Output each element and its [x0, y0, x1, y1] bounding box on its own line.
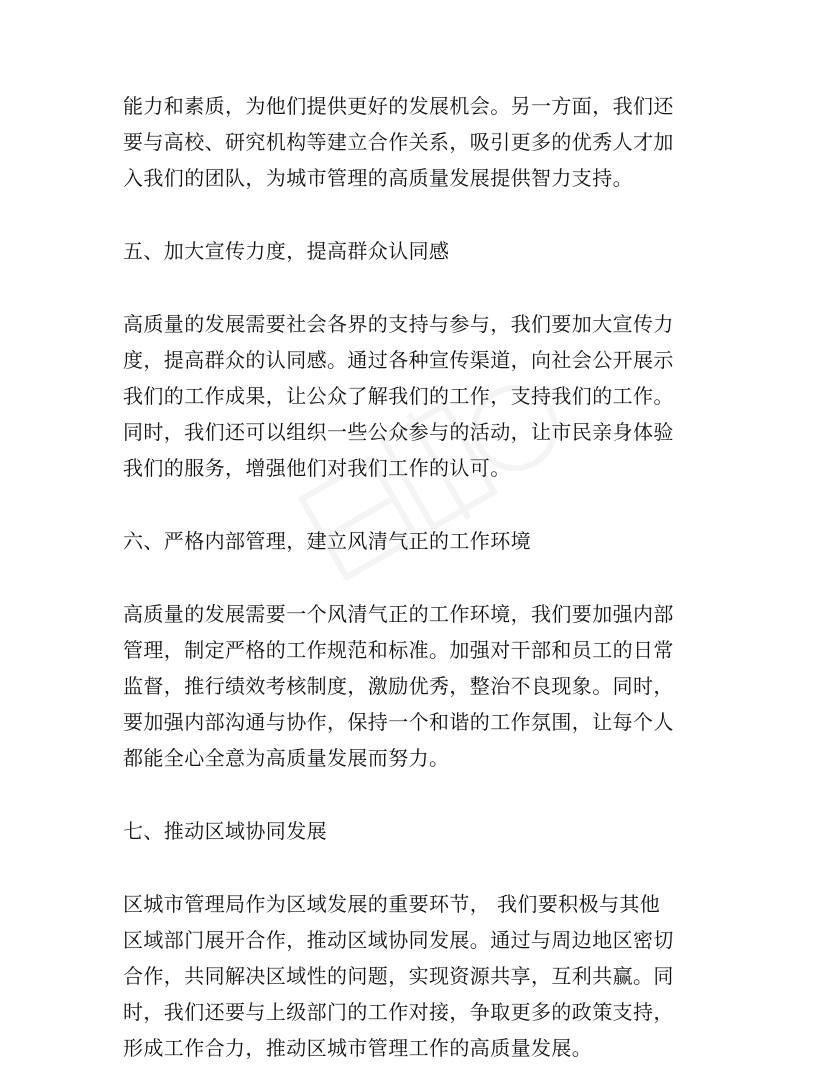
document-page [123, 88, 713, 1066]
text-line: 要加强内部沟通与协作，保持一个和谐的工作氛围，让每个人 [123, 710, 674, 734]
text-line: 监督，推行绩效考核制度，激励优秀，整治不良现象。同时， [123, 674, 674, 698]
section-heading-5: 五、加大宣传力度，提高群众认同感 [123, 239, 450, 263]
paragraph-publicity [123, 306, 713, 486]
text-line: 我们的工作成果，让公众了解我们的工作，支持我们的工作。 [123, 384, 674, 408]
text-line: 形成工作合力，推动区城市管理工作的高质量发展。 [123, 1036, 593, 1060]
text-line: 高质量的发展需要社会各界的支持与参与，我们要加大宣传力 [123, 312, 674, 336]
text-line: 同时，我们还可以组织一些公众参与的活动，让市民亲身体验 [123, 420, 674, 444]
section-heading-7: 七、推动区域协同发展 [123, 819, 327, 843]
paragraph-regional-coordination [123, 886, 713, 1066]
text-line: 区域部门展开合作，推动区域协同发展。通过与周边地区密切 [123, 928, 674, 952]
text-line: 区城市管理局作为区域发展的重要环节， 我们要积极与其他 [123, 892, 661, 916]
text-line: 高质量的发展需要一个风清气正的工作环境，我们要加强内部 [123, 602, 674, 626]
text-line: 要与高校、研究机构等建立合作关系，吸引更多的优秀人才加 [123, 130, 674, 154]
text-line: 都能全心全意为高质量发展而努力。 [123, 746, 450, 770]
paragraph-talent [123, 88, 713, 196]
text-line: 合作，共同解决区域性的问题，实现资源共享，互利共赢。同 [123, 964, 674, 988]
text-line: 能力和素质，为他们提供更好的发展机会。另一方面，我们还 [123, 94, 674, 118]
text-line: 我们的服务，增强他们对我们工作的认可。 [123, 456, 511, 480]
text-line: 时，我们还要与上级部门的工作对接，争取更多的政策支持， [123, 1000, 674, 1024]
text-line: 管理，制定严格的工作规范和标准。加强对干部和员工的日常 [123, 638, 674, 662]
text-line: 度，提高群众的认同感。通过各种宣传渠道，向社会公开展示 [123, 348, 674, 372]
paragraph-internal-management [123, 596, 713, 776]
section-heading-6: 六、严格内部管理，建立风清气正的工作环境 [123, 529, 531, 553]
text-line: 入我们的团队，为城市管理的高质量发展提供智力支持。 [123, 166, 633, 190]
